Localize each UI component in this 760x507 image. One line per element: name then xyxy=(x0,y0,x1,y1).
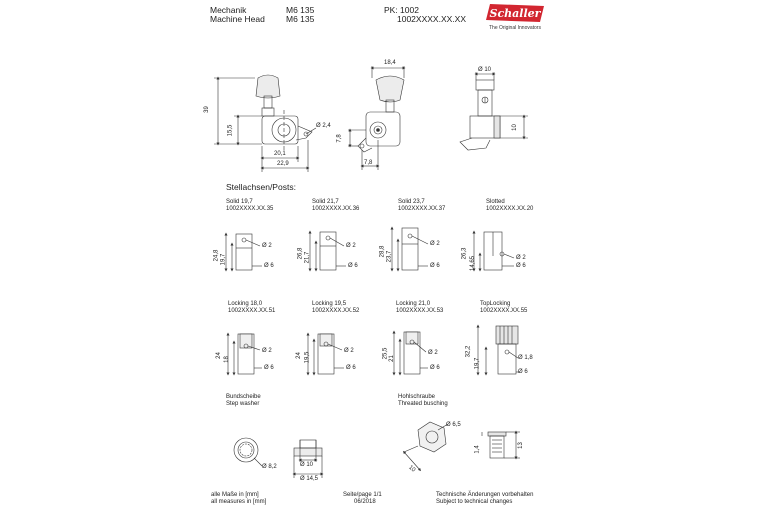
post5-hole: Ø 2 xyxy=(262,348,272,354)
dim-20-1: 20,1 xyxy=(274,151,286,157)
bushing-en: Threated busching xyxy=(398,401,448,407)
dim-7-8b: 7,8 xyxy=(364,160,373,166)
footer-measure-en: all measures in [mm] xyxy=(211,499,267,505)
post8-dia: Ø 6 xyxy=(518,369,528,375)
post6-h2: 19,5 xyxy=(304,351,311,364)
dim-10-side: 10 xyxy=(511,124,518,131)
threaded-bushing xyxy=(404,422,520,470)
dim-15-5: 15,5 xyxy=(227,124,234,137)
label-en: Machine Head xyxy=(210,14,265,24)
footer-date: 06/2018 xyxy=(354,499,376,505)
post7-h2: 21 xyxy=(388,355,395,362)
label-de: Mechanik xyxy=(210,5,247,15)
post7-name: Locking 21,0 xyxy=(396,301,431,307)
post6-h1: 24 xyxy=(295,352,302,359)
post3-code: 1002XXXX.XX.37 xyxy=(398,206,446,212)
dim-22-9: 22,9 xyxy=(277,161,289,167)
post5-name: Locking 18,0 xyxy=(228,301,263,307)
post8-h1: 32,2 xyxy=(465,345,472,358)
model-2: M6 135 xyxy=(286,14,315,24)
dim-39: 39 xyxy=(203,106,210,113)
post5-h2: 18 xyxy=(223,356,230,363)
post7-code: 1002XXXX.XX.53 xyxy=(396,308,444,314)
post8-h2: 19,7 xyxy=(474,357,481,370)
footer-page: Seite/page 1/1 xyxy=(343,492,382,498)
post4-code: 1002XXXX.XX.20 xyxy=(486,206,534,212)
footer-note-en: Subject to technical changes xyxy=(436,499,513,505)
dim-8-2: Ø 8,2 xyxy=(262,464,277,470)
dim-2-4: Ø 2,4 xyxy=(316,123,331,129)
post5-code: 1002XXXX.XX.51 xyxy=(228,308,276,314)
model-1: M6 135 xyxy=(286,5,315,15)
post3-h1: 28,8 xyxy=(379,245,386,258)
post8-code: 1002XXXX.XX.55 xyxy=(480,308,528,314)
washer-de: Bundscheibe xyxy=(226,394,261,400)
post5-h1: 24 xyxy=(215,352,222,359)
post7-dia: Ø 6 xyxy=(430,365,440,371)
dim-6-5: Ø 6,5 xyxy=(446,422,461,428)
post1-code: 1002XXXX.XX.35 xyxy=(226,206,274,212)
post4-h2: 14,65 xyxy=(470,255,477,272)
post4-dia: Ø 6 xyxy=(516,263,526,269)
post3-name: Solid 23,7 xyxy=(398,199,425,205)
dim-14-5: Ø 14,5 xyxy=(300,476,319,482)
footer-note-de: Technische Änderungen vorbehalten xyxy=(436,492,534,498)
post3-hole: Ø 2 xyxy=(430,241,440,247)
post3-h2: 23,7 xyxy=(386,250,393,263)
dim-18-4: 18,4 xyxy=(384,60,396,66)
post6-hole: Ø 2 xyxy=(344,348,354,354)
logo-tagline: The Original Innovators xyxy=(489,25,541,31)
post4-name: Slotted xyxy=(486,199,505,205)
dim-10-washer: Ø 10 xyxy=(300,462,314,468)
post1-dia: Ø 6 xyxy=(264,263,274,269)
pk-label: PK: 1002 xyxy=(384,5,419,15)
post2-code: 1002XXXX.XX.36 xyxy=(312,206,360,212)
post2-dia: Ø 6 xyxy=(348,263,358,269)
post4-hole: Ø 2 xyxy=(516,255,526,261)
post2-h2: 21,7 xyxy=(304,251,311,264)
post2-h1: 26,8 xyxy=(297,247,304,260)
post6-code: 1002XXXX.XX.52 xyxy=(312,308,360,314)
post1-name: Solid 19,7 xyxy=(226,199,253,205)
dim-10-bushing: 10 xyxy=(407,464,417,474)
dim-13: 13 xyxy=(517,442,524,449)
post2-name: Solid 21,7 xyxy=(312,199,339,205)
post5-dia: Ø 6 xyxy=(264,365,274,371)
top-view-3 xyxy=(460,72,528,150)
dim-7-8a: 7,8 xyxy=(336,134,343,143)
post6-name: Locking 19,5 xyxy=(312,301,347,307)
post3-dia: Ø 6 xyxy=(430,263,440,269)
bushing-de: Hohlschraube xyxy=(398,394,436,400)
post8-hole: Ø 1,8 xyxy=(518,355,533,361)
front-view-2 xyxy=(348,66,404,170)
post1-h1: 24,8 xyxy=(213,249,220,262)
post7-h1: 25,5 xyxy=(382,347,389,360)
post1-h2: 19,7 xyxy=(220,253,227,266)
posts-title: Stellachsen/Posts: xyxy=(226,182,296,192)
post6-dia: Ø 6 xyxy=(346,365,356,371)
logo-text: Schaller xyxy=(489,7,541,20)
dim-10-top: Ø 10 xyxy=(478,67,492,73)
washer-en: Step washer xyxy=(226,401,260,407)
dim-1-4: 1,4 xyxy=(474,445,481,454)
post1-hole: Ø 2 xyxy=(262,243,272,249)
post7-hole: Ø 2 xyxy=(428,350,438,356)
post4-h1: 26,3 xyxy=(461,247,468,260)
step-washer xyxy=(234,438,322,478)
post2-hole: Ø 2 xyxy=(346,243,356,249)
pk-code: 1002XXXX.XX.XX xyxy=(397,14,466,24)
post8-name: TopLocking xyxy=(480,301,511,307)
footer-measure-de: alle Maße in [mm] xyxy=(211,492,259,498)
